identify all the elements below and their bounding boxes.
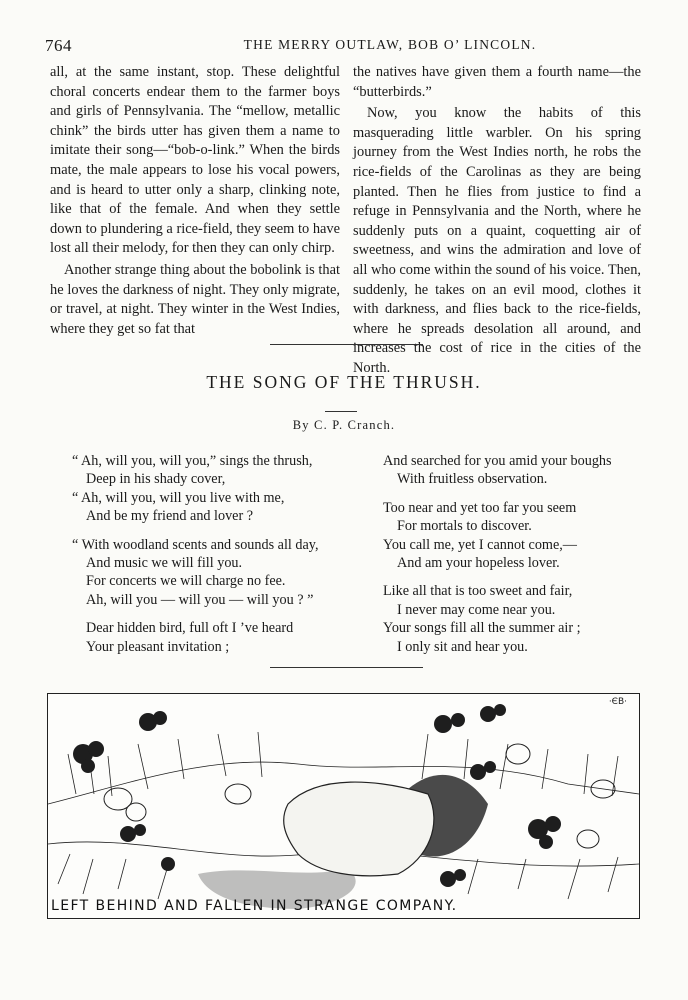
poem-byline: By C. P. Cranch.	[292, 418, 396, 432]
poem-line: Your pleasant invitation ;	[86, 638, 230, 655]
poem-line: I never may come near you.	[397, 601, 556, 618]
poem-stanza	[72, 452, 372, 526]
article-left-column	[50, 63, 340, 341]
poem-line: You call me, yet I cannot come,—	[383, 536, 577, 553]
poem-line: For mortals to discover.	[397, 518, 532, 535]
article-right-column	[353, 63, 641, 381]
poem-line: “ Ah, will you, will you live with me,	[72, 489, 285, 506]
poem-line: Ah, will you — will you — will you ? ”	[86, 591, 314, 608]
poem-line: And be my friend and lover ?	[86, 508, 254, 525]
pansies-illustration	[47, 693, 640, 919]
poem-stanza	[383, 452, 653, 489]
running-head	[45, 36, 645, 56]
poem-line: Your songs fill all the summer air ;	[383, 620, 581, 637]
article-paragraph: the natives have given them a fourth name—the “butterbirds.”	[353, 64, 641, 100]
poem-line: And am your hopeless lover.	[397, 555, 560, 572]
poem-line: Dear hidden bird, full oft I ’ve heard	[86, 620, 294, 637]
article-paragraph: Now, you know the habits of this masquerading little warbler. On his spring journey from the West Indies north, he robs the rice-fields of the Carolinas as they are being planted. Then he flies from justice to find a refuge in Pennsylvania and the North, where he suddenly puts on a quaint, coquetting air of sweetness, and wins the admiration and love of all who come within the sound of his voice. Then, suddenly, he takes on an evil mood, clothes it with darkness, and flies back to the rice-fields, where he spreads desolation all around, and increases the cost of rice in the cities of the North.	[353, 105, 641, 376]
article-paragraph: Another strange thing about the bobolink is that he loves the darkness of night. They only migrate, or travel, at night. They winter in the West Indies, where they get so fat that	[50, 261, 340, 337]
poem-line: And searched for you amid your boughs	[383, 453, 612, 469]
article-paragraph: all, at the same instant, stop. These delightful choral concerts endear them to the farmer boys and girls of Pennsylvania. The “mellow, metallic chink” the birds utter has given them a name to imitate their song—“bob-o-link.” When the birds mate, the male appears to lose his vocal powers, and is heard to utter only a sharp, clinking note, like that of the female. And when they settle down to plundering a rice-field, they seem to have lost all their melody, for then they can only chirp.	[50, 64, 340, 257]
poem-line: I only sit and hear you.	[397, 638, 528, 655]
section-divider	[270, 344, 423, 345]
poem-line: Like all that is too sweet and fair,	[383, 583, 573, 600]
poem-title: THE SONG OF THE THRUSH.	[206, 372, 482, 392]
ink-drawing	[48, 694, 639, 918]
poem-stanza	[383, 499, 653, 573]
poem-stanza	[72, 536, 372, 610]
section-divider	[270, 667, 423, 668]
artist-monogram: ·ЄB·	[608, 697, 627, 707]
poem-line: “ With woodland scents and sounds all day,	[72, 536, 319, 553]
poem-line: “ Ah, will you, will you,” sings the thrush,	[72, 453, 313, 469]
running-title: THE MERRY OUTLAW, BOB O’ LINCOLN.	[243, 37, 537, 52]
poem-line: For concerts we will charge no fee.	[86, 573, 286, 590]
poem-line: And music we will fill you.	[86, 555, 243, 572]
poem-line: With fruitless observation.	[397, 471, 548, 488]
poem-stanza	[383, 582, 653, 656]
poem-line: Deep in his shady cover,	[86, 471, 226, 488]
poem-line: Too near and yet too far you seem	[383, 499, 577, 516]
title-divider	[325, 411, 357, 412]
poem-right-column	[383, 452, 653, 666]
page-number: 764	[45, 36, 72, 55]
poem-left-column	[72, 452, 372, 666]
poem-stanza	[72, 619, 372, 656]
illustration-caption: LEFT BEHIND AND FALLEN IN STRANGE COMPANY.	[51, 898, 458, 914]
